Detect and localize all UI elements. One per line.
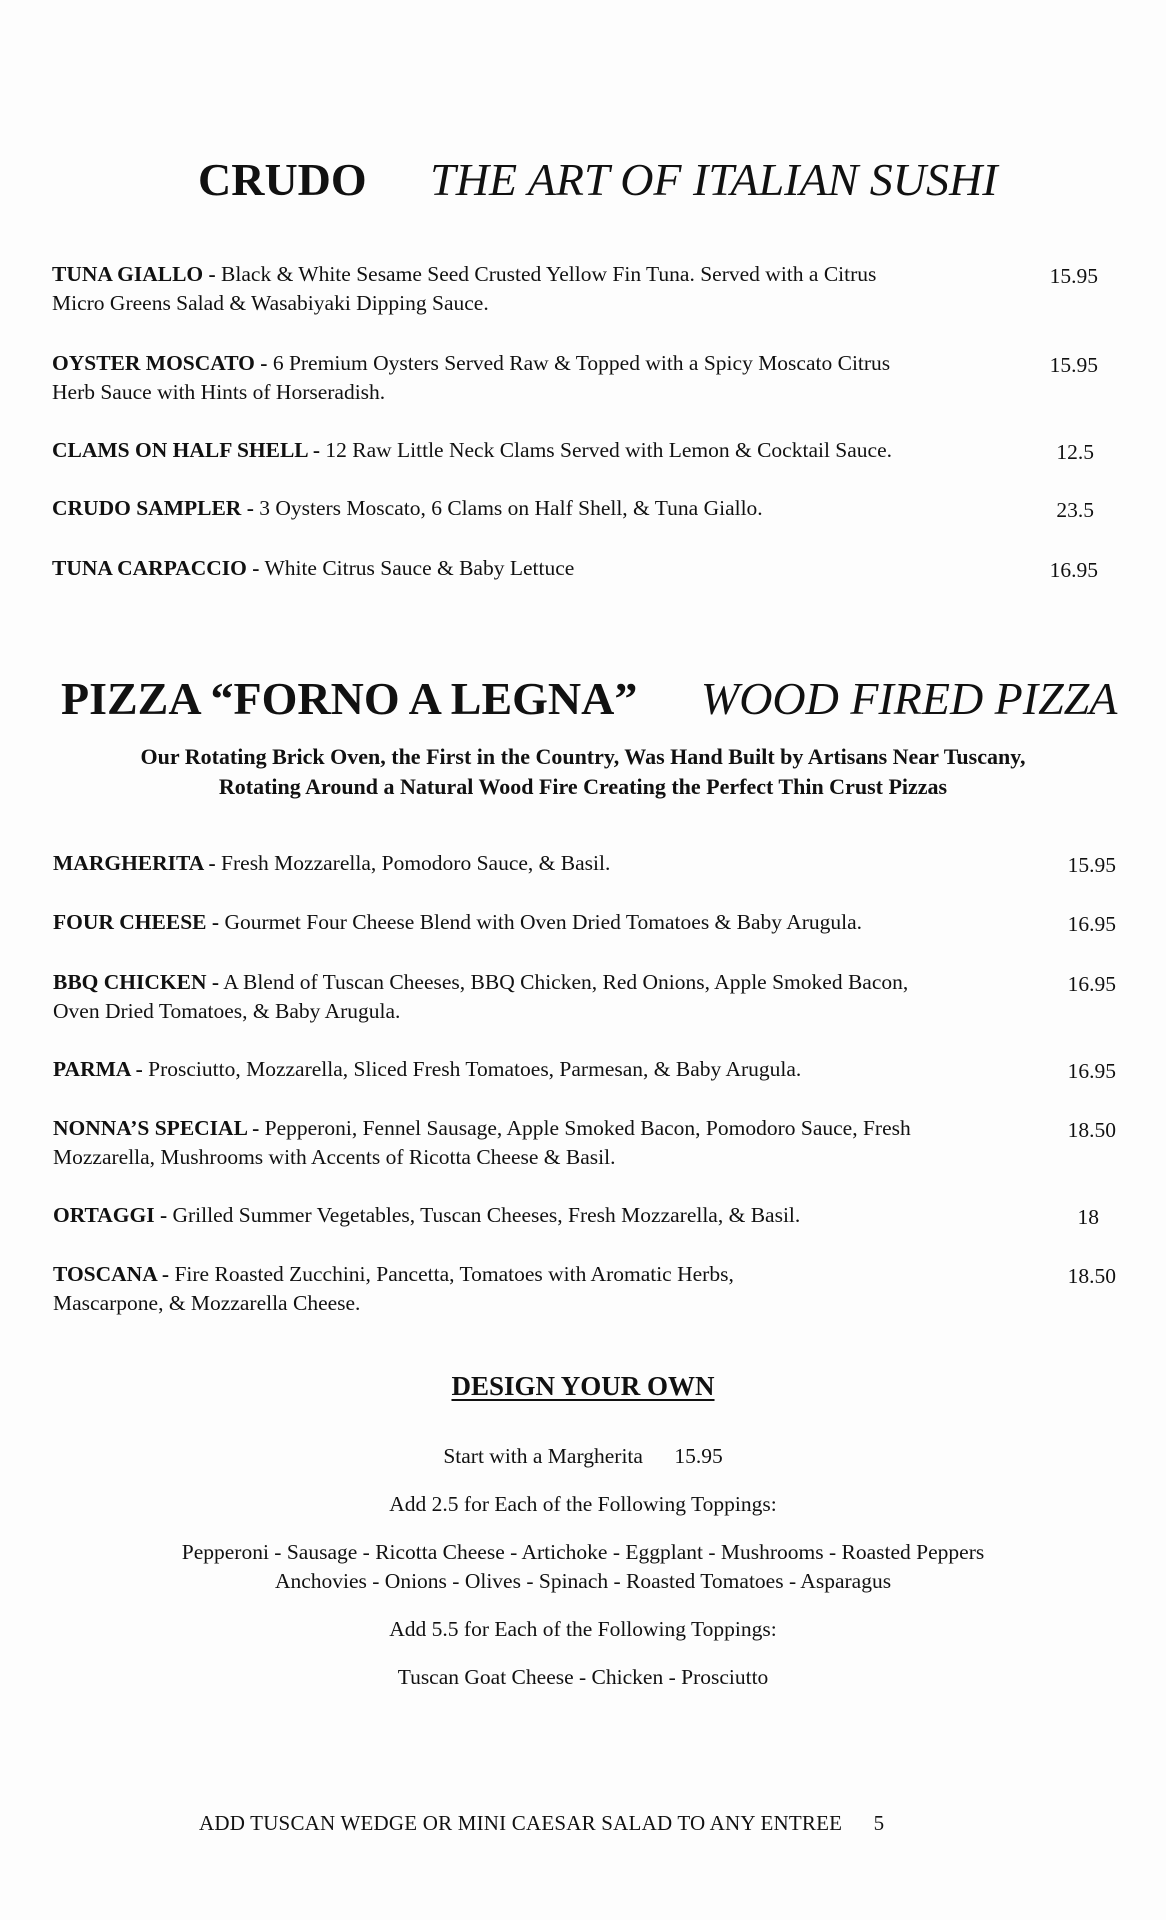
design-your-own-start xyxy=(0,1442,1166,1471)
item-price: 15.95 xyxy=(1067,853,1116,877)
pizza-tagline-2: Rotating Around a Natural Wood Fire Creating the Perfect Thin Crust Pizzas xyxy=(218,774,948,799)
item-name: OYSTER MOSCATO - xyxy=(52,351,268,375)
design-your-own-heading xyxy=(0,1372,1166,1403)
item-name: TUNA CARPACCIO - xyxy=(52,556,260,580)
crudo-subtitle: THE ART OF ITALIAN SUSHI xyxy=(430,154,998,205)
item-description: Micro Greens Salad & Wasabiyaki Dipping Sauce. xyxy=(52,291,489,315)
item-description: Oven Dried Tomatoes, & Baby Arugula. xyxy=(53,999,401,1023)
menu-item-four-cheese xyxy=(53,908,1043,937)
menu-item-tuna-carpaccio xyxy=(52,554,1012,583)
item-price: 18 xyxy=(1077,1205,1099,1229)
start-price: 15.95 xyxy=(674,1444,723,1468)
item-price: 12.5 xyxy=(1056,440,1094,464)
item-description: A Blend of Tuscan Cheeses, BBQ Chicken, Red Onions, Apple Smoked Bacon, xyxy=(223,970,909,994)
item-name: NONNA’S SPECIAL - xyxy=(53,1116,260,1140)
toppings-list-2: Tuscan Goat Cheese - Chicken - Prosciutto xyxy=(397,1665,769,1689)
item-description: Gourmet Four Cheese Blend with Oven Dried Tomatoes & Baby Arugula. xyxy=(224,910,863,934)
item-price: 15.95 xyxy=(1049,353,1098,377)
item-description: Fire Roasted Zucchini, Pancetta, Tomatoes with Aromatic Herbs, xyxy=(174,1262,734,1286)
menu-item-parma xyxy=(53,1055,1043,1084)
item-price: 16.95 xyxy=(1067,972,1116,996)
item-price: 18.50 xyxy=(1067,1118,1116,1142)
menu-item-tuna-giallo xyxy=(52,260,1012,318)
page-number: 5 xyxy=(873,1811,885,1835)
add-price-note-2: Add 5.5 for Each of the Following Toppings: xyxy=(389,1617,777,1641)
menu-item-oyster-moscato xyxy=(52,349,1012,407)
pizza-subtitle: WOOD FIRED PIZZA xyxy=(700,673,1118,724)
crudo-heading xyxy=(198,154,998,205)
item-price: 15.95 xyxy=(1049,264,1098,288)
item-name: MARGHERITA - xyxy=(53,851,216,875)
item-name: CLAMS ON HALF SHELL - xyxy=(52,438,320,462)
item-description: 6 Premium Oysters Served Raw & Topped with a Spicy Moscato Citrus xyxy=(272,351,891,375)
item-description: Herb Sauce with Hints of Horseradish. xyxy=(52,380,386,404)
menu-item-bbq-chicken xyxy=(53,968,1043,1026)
pizza-heading xyxy=(61,673,1118,724)
menu-item-ortaggi xyxy=(53,1201,1043,1230)
toppings-list-1a: Pepperoni - Sausage - Ricotta Cheese - Artichoke - Eggplant - Mushrooms - Roasted Peppers xyxy=(181,1540,985,1564)
item-price: 23.5 xyxy=(1056,498,1094,522)
item-name: CRUDO SAMPLER - xyxy=(52,496,254,520)
item-description: Prosciutto, Mozzarella, Sliced Fresh Tomatoes, Parmesan, & Baby Arugula. xyxy=(148,1057,802,1081)
item-name: TOSCANA - xyxy=(53,1262,170,1286)
footer xyxy=(199,1811,884,1836)
item-description: Fresh Mozzarella, Pomodoro Sauce, & Basil. xyxy=(221,851,611,875)
item-name: TUNA GIALLO - xyxy=(52,262,216,286)
menu-item-nonnas-special xyxy=(53,1114,1043,1172)
item-name: BBQ CHICKEN - xyxy=(53,970,220,994)
item-price: 16.95 xyxy=(1049,558,1098,582)
item-name: PARMA - xyxy=(53,1057,143,1081)
item-description: Mascarpone, & Mozzarella Cheese. xyxy=(53,1291,361,1315)
pizza-title: PIZZA “FORNO A LEGNA” xyxy=(61,673,638,724)
item-description: 3 Oysters Moscato, 6 Clams on Half Shell, & Tuna Giallo. xyxy=(259,496,763,520)
item-description: White Citrus Sauce & Baby Lettuce xyxy=(264,556,575,580)
item-description: Mozzarella, Mushrooms with Accents of Ricotta Cheese & Basil. xyxy=(53,1145,616,1169)
menu-item-toscana xyxy=(53,1260,1043,1318)
item-price: 18.50 xyxy=(1067,1264,1116,1288)
crudo-title: CRUDO xyxy=(198,154,367,205)
item-description: Pepperoni, Fennel Sausage, Apple Smoked Bacon, Pomodoro Sauce, Fresh xyxy=(264,1116,911,1140)
start-label: Start with a Margherita xyxy=(443,1444,643,1468)
item-price: 16.95 xyxy=(1067,912,1116,936)
item-price: 16.95 xyxy=(1067,1059,1116,1083)
item-name: ORTAGGI - xyxy=(53,1203,168,1227)
menu-item-crudo-sampler xyxy=(52,494,1012,523)
item-description: Black & White Sesame Seed Crusted Yellow Fin Tuna. Served with a Citrus xyxy=(221,262,877,286)
menu-item-margherita xyxy=(53,849,1043,878)
item-description: Grilled Summer Vegetables, Tuscan Cheeses, Fresh Mozzarella, & Basil. xyxy=(172,1203,801,1227)
menu-item-clams-on-half-shell xyxy=(52,436,1012,465)
toppings-list-1b: Anchovies - Onions - Olives - Spinach - Roasted Tomatoes - Asparagus xyxy=(274,1569,892,1593)
item-description: 12 Raw Little Neck Clams Served with Lemon & Cocktail Sauce. xyxy=(325,438,893,462)
item-name: FOUR CHEESE - xyxy=(53,910,220,934)
pizza-tagline-1: Our Rotating Brick Oven, the First in the Country, Was Hand Built by Artisans Near Tuscany, xyxy=(140,744,1026,769)
footer-text: ADD TUSCAN WEDGE OR MINI CAESAR SALAD TO ANY ENTREE xyxy=(199,1811,843,1835)
design-your-own-title: DESIGN YOUR OWN xyxy=(451,1371,715,1401)
add-price-note-1: Add 2.5 for Each of the Following Toppings: xyxy=(389,1492,777,1516)
